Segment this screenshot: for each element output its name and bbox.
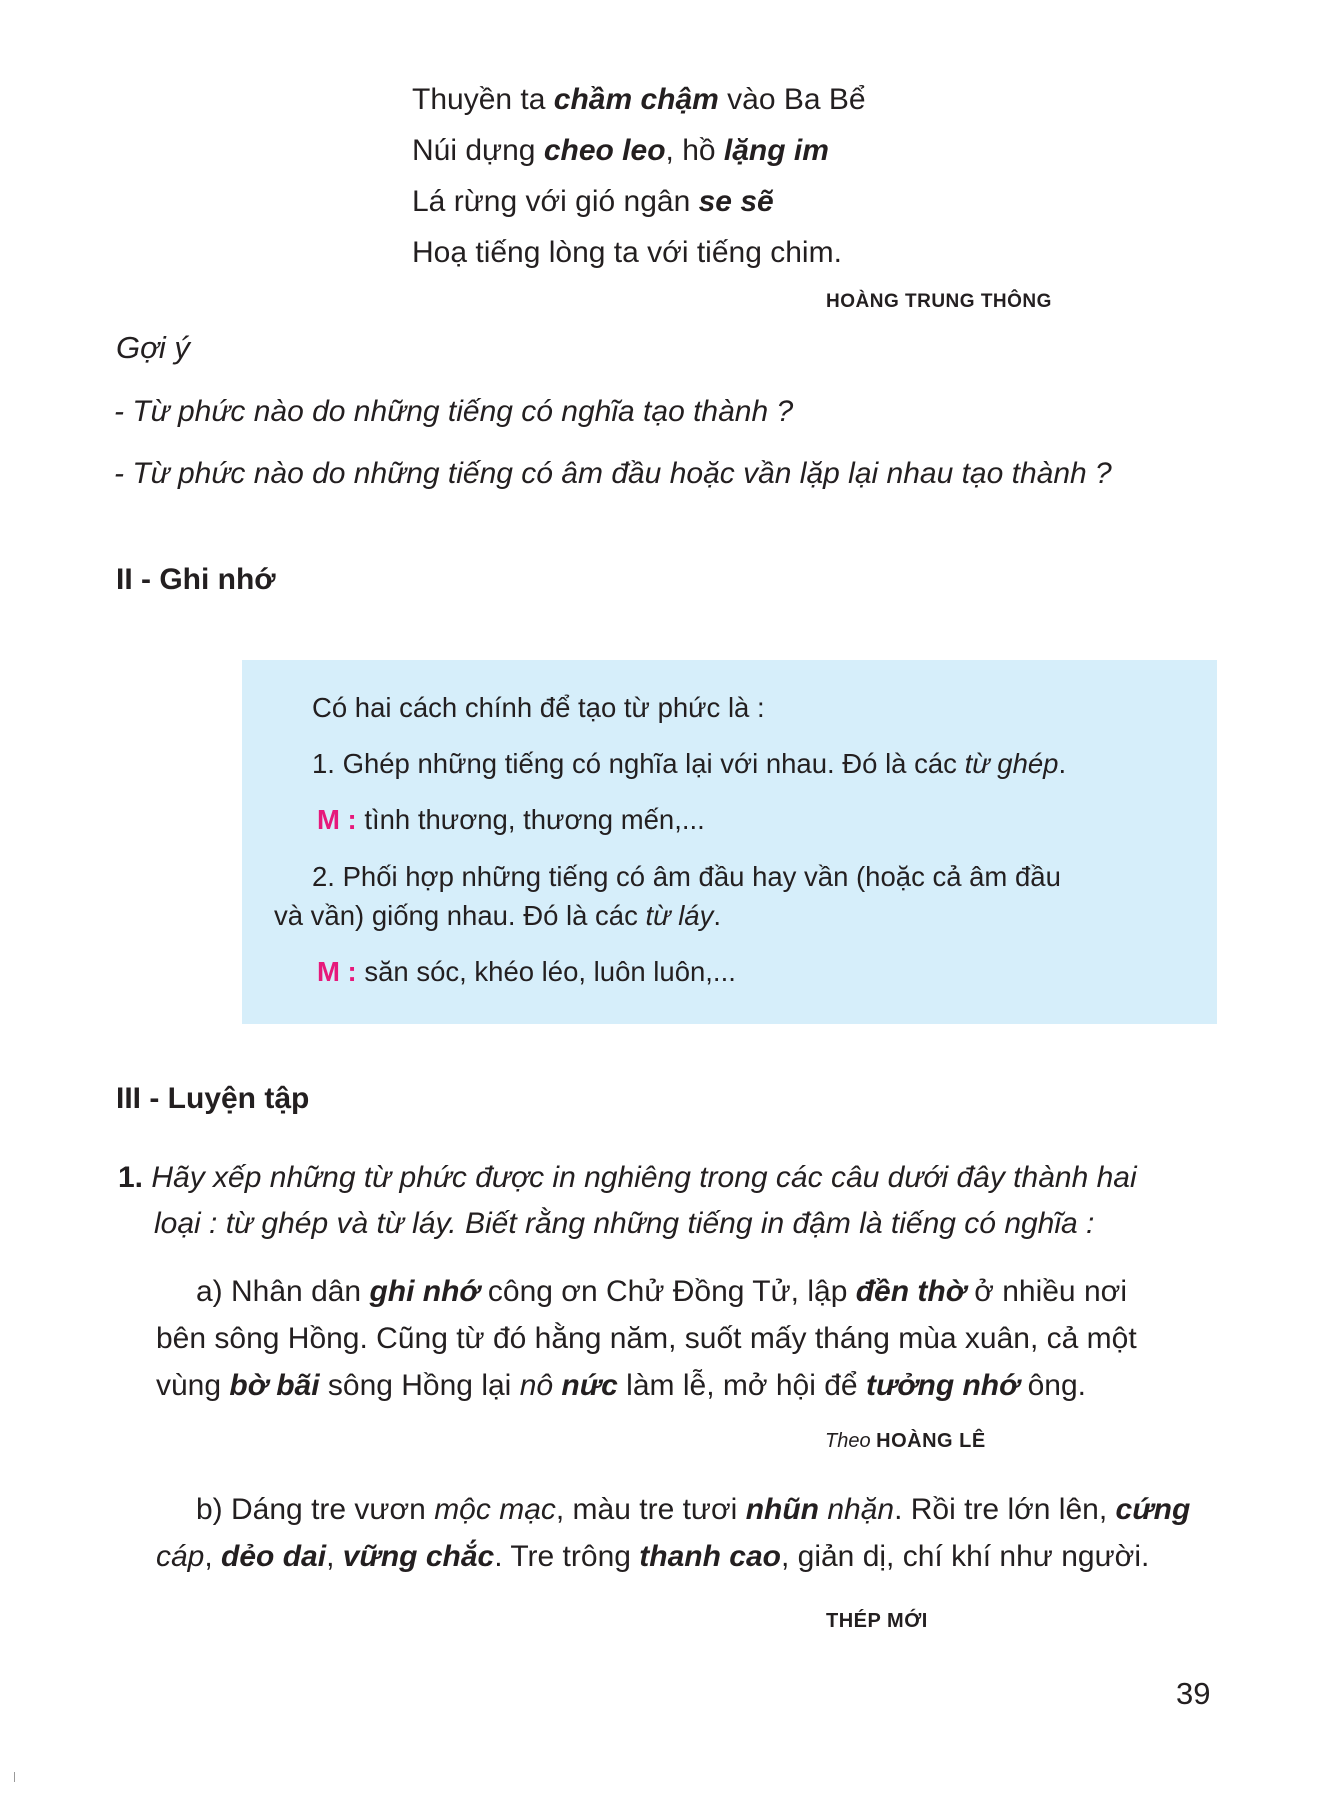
memo-rule-1-text: 1. Ghép những tiếng có nghĩa lại với nhau. Đó là các (312, 748, 965, 779)
paragraph-a-line (156, 1362, 1216, 1409)
source-name: THÉP MỚI (826, 1610, 928, 1632)
emphasized-word: cheo leo (543, 134, 666, 167)
text-run: b) Dáng tre vươn (196, 1493, 435, 1526)
emphasized-word: nức (561, 1369, 618, 1402)
text-run: Hoạ tiếng lòng ta với tiếng chim. (412, 236, 842, 269)
text-run: vùng (156, 1369, 230, 1402)
paragraph-a (156, 1268, 1216, 1409)
example-marker: M : (317, 804, 357, 835)
text-run: , màu tre tươi (555, 1493, 746, 1526)
hint-item: - Từ phức nào do những tiếng có âm đầu hoặc vần lặp lại nhau tạo thành ? (114, 457, 1112, 490)
paragraph-b-line (156, 1486, 1216, 1533)
text-run: vào Ba Bể (718, 83, 866, 116)
example-marker: M : (317, 956, 357, 987)
paragraph-a-source (825, 1430, 986, 1453)
emphasized-word: dẻo dai (221, 1540, 327, 1573)
italic-word: mộc mạc (434, 1493, 556, 1526)
text-run: ông. (1019, 1369, 1087, 1402)
emphasized-word: bờ bãi (229, 1369, 320, 1402)
italic-word: nhặn (819, 1493, 895, 1526)
text-run: , hồ (665, 134, 724, 167)
text-run: Lá rừng với gió ngân (412, 185, 699, 218)
memo-rule-1-end: . (1058, 748, 1067, 779)
source-name: HOÀNG LÊ (876, 1430, 986, 1452)
text-run: làm lễ, mở hội để (617, 1369, 866, 1402)
poem-block (412, 74, 866, 278)
text-run: a) Nhân dân (196, 1275, 370, 1308)
text-run: Thuyền ta (412, 83, 554, 116)
poem-line (412, 125, 866, 176)
memo-rule-2-end: . (713, 900, 721, 931)
text-run: bên sông Hồng. Cũng từ đó hằng năm, suốt mấy tháng mùa xuân, cả một (156, 1322, 1137, 1355)
emphasized-word: chầm chậm (553, 83, 719, 116)
emphasized-word: cứng (1115, 1493, 1191, 1526)
memo-example-2 (317, 956, 736, 988)
memo-box (242, 660, 1217, 1024)
poem-line (412, 227, 866, 278)
memo-term-tu-lay: từ láy (645, 900, 714, 931)
memo-rule-2-line-2 (274, 900, 721, 932)
text-run: Núi dựng (412, 134, 544, 167)
italic-word: nô (519, 1369, 562, 1402)
paragraph-a-line (156, 1268, 1216, 1315)
memo-rule-1 (312, 748, 1066, 780)
hints-title: Gợi ý (116, 330, 190, 365)
exercise-1-line-1 (118, 1155, 1218, 1201)
emphasized-word: lặng im (723, 134, 829, 167)
emphasized-word: tưởng nhớ (865, 1369, 1020, 1402)
text-run: sông Hồng lại (319, 1369, 520, 1402)
memo-intro: Có hai cách chính để tạo từ phức là : (312, 692, 765, 723)
example-1-text: tình thương, thương mến,... (356, 804, 705, 835)
text-run: ở nhiều nơi (965, 1275, 1127, 1308)
exercise-1-instruction (118, 1155, 1218, 1247)
memo-rule-2-text: và vần) giống nhau. Đó là các (274, 900, 646, 931)
emphasized-word: nhũn (745, 1493, 819, 1526)
memo-example-1 (317, 804, 705, 836)
paragraph-b-line (156, 1533, 1216, 1580)
emphasized-word: se sẽ (698, 185, 774, 218)
section-heading-ghi-nho: II - Ghi nhớ (116, 563, 276, 596)
text-run: , (326, 1540, 343, 1573)
exercise-1-text-1: Hãy xếp những từ phức được in nghiêng trong các câu dưới đây thành hai (151, 1161, 1137, 1194)
poem-line (412, 176, 866, 227)
section-heading-luyen-tap: III - Luyện tập (116, 1082, 310, 1115)
text-run: . Rồi tre lớn lên, (894, 1493, 1116, 1526)
emphasized-word: đền thờ (855, 1275, 966, 1308)
text-run: . Tre trông (494, 1540, 640, 1573)
memo-term-tu-ghep: từ ghép (964, 748, 1059, 779)
example-2-text: săn sóc, khéo léo, luôn luôn,... (356, 956, 736, 987)
hint-item: - Từ phức nào do những tiếng có nghĩa tạo thành ? (114, 395, 794, 428)
memo-rule-2-line-1: 2. Phối hợp những tiếng có âm đầu hay vần (hoặc cả âm đầu (312, 861, 1061, 892)
exercise-1-line-2: loại : từ ghép và từ láy. Biết rằng những tiếng in đậm là tiếng có nghĩa : (154, 1207, 1095, 1240)
text-run: công ơn Chử Đồng Tử, lập (479, 1275, 856, 1308)
text-run: , (204, 1540, 222, 1573)
page-number: 39 (1176, 1676, 1211, 1711)
paragraph-b (156, 1486, 1216, 1580)
poem-line (412, 74, 866, 125)
emphasized-word: vững chắc (342, 1540, 495, 1573)
emphasized-word: ghi nhớ (369, 1275, 480, 1308)
emphasized-word: thanh cao (639, 1540, 781, 1573)
italic-word: cáp (156, 1540, 205, 1573)
edge-mark (14, 1772, 15, 1782)
paragraph-b-source (826, 1610, 928, 1633)
exercise-number: 1. (118, 1161, 144, 1194)
poem-author: HOÀNG TRUNG THÔNG (826, 291, 1052, 312)
text-run: , giản dị, chí khí như người. (780, 1540, 1150, 1573)
paragraph-a-line (156, 1315, 1216, 1362)
source-prefix: Theo (825, 1430, 871, 1452)
